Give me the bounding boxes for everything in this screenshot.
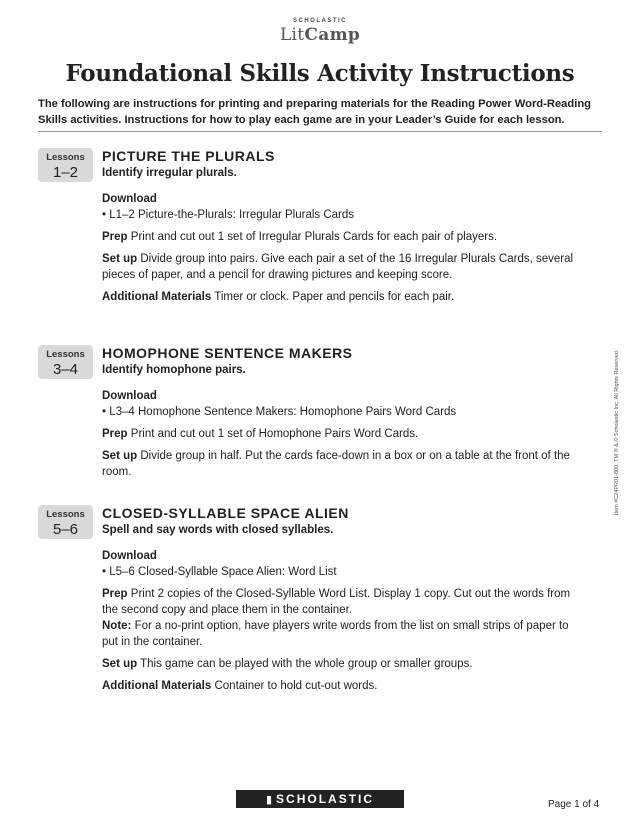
section-content bbox=[102, 345, 582, 480]
badge-label: Lessons bbox=[46, 349, 85, 360]
badge-number: 5–6 bbox=[52, 521, 79, 538]
page-number: Page 1 of 4 bbox=[548, 799, 600, 810]
page-title: Foundational Skills Activity Instructions bbox=[65, 60, 575, 87]
copyright-note: Item #C24PR01-800. TM ® & © Scholastic Inc. All Rights Reserved. bbox=[614, 349, 620, 515]
download-item: • L3–4 Homophone Sentence Makers: Homophone Pairs Word Cards bbox=[102, 406, 457, 418]
lessons-badge bbox=[38, 505, 93, 539]
brand-big-lit: Lit bbox=[279, 25, 305, 45]
download-label: Download bbox=[102, 193, 157, 205]
download-label: Download bbox=[102, 390, 157, 402]
section-title: PICTURE THE PLURALS bbox=[102, 148, 275, 164]
setup-text: Set up This game can be played with the whole group or smaller groups. bbox=[102, 658, 473, 670]
intro-text: The following are instructions for printing and preparing materials for the Reading Power Word-Reading Skills activities. Instructions for how to play each game are in your Leader’s Guide for each lesson. bbox=[38, 98, 591, 126]
section-content bbox=[102, 505, 582, 694]
section-title: CLOSED-SYLLABLE SPACE ALIEN bbox=[102, 505, 349, 521]
scholastic-logo bbox=[236, 790, 404, 808]
note-text: Note: For a no-print option, have players write words from the list on small strips of paper to put in the container. bbox=[102, 620, 569, 648]
brand-small: SCHOLASTIC bbox=[293, 18, 347, 24]
divider bbox=[38, 131, 602, 132]
prep-text: Prep Print 2 copies of the Closed-Syllable Word List. Display 1 copy. Cut out the words from the second copy and place them in the container. bbox=[102, 588, 571, 616]
prep-text: Prep Print and cut out 1 set of Irregular Plurals Cards for each pair of players. bbox=[102, 231, 498, 243]
download-item: • L5–6 Closed-Syllable Space Alien: Word List bbox=[102, 566, 337, 578]
setup-text: Set up Divide group into pairs. Give each pair a set of the 16 Irregular Plurals Cards, several pieces of paper, and a pencil for drawing pictures and keeping score. bbox=[102, 253, 574, 281]
section-content bbox=[102, 148, 582, 305]
badge-label: Lessons bbox=[46, 152, 85, 163]
brand-big bbox=[0, 25, 640, 45]
lessons-badge bbox=[38, 148, 93, 182]
section-subtitle: Identify homophone pairs. bbox=[102, 364, 246, 376]
section-subtitle: Identify irregular plurals. bbox=[102, 167, 237, 179]
litcamp-logo bbox=[0, 18, 640, 45]
badge-number: 3–4 bbox=[52, 361, 79, 378]
scholastic-logo-text: SCHOLASTIC bbox=[276, 792, 375, 806]
prep-text: Prep Print and cut out 1 set of Homophone Pairs Word Cards. bbox=[102, 428, 419, 440]
materials-text: Additional Materials Timer or clock. Paper and pencils for each pair. bbox=[102, 291, 455, 303]
badge-number: 1–2 bbox=[52, 164, 79, 181]
lessons-badge bbox=[38, 345, 93, 379]
brand-big-camp: Camp bbox=[304, 25, 361, 45]
section-subtitle: Spell and say words with closed syllables. bbox=[102, 524, 334, 536]
book-icon: ▮ bbox=[265, 794, 273, 806]
badge-label: Lessons bbox=[46, 509, 85, 520]
download-label: Download bbox=[102, 550, 157, 562]
section-title: HOMOPHONE SENTENCE MAKERS bbox=[102, 345, 353, 361]
setup-text: Set up Divide group in half. Put the cards face-down in a box or on a table at the front of the room. bbox=[102, 450, 570, 478]
download-item: • L1–2 Picture-the-Plurals: Irregular Plurals Cards bbox=[102, 209, 355, 221]
materials-text: Additional Materials Container to hold cut-out words. bbox=[102, 680, 378, 692]
